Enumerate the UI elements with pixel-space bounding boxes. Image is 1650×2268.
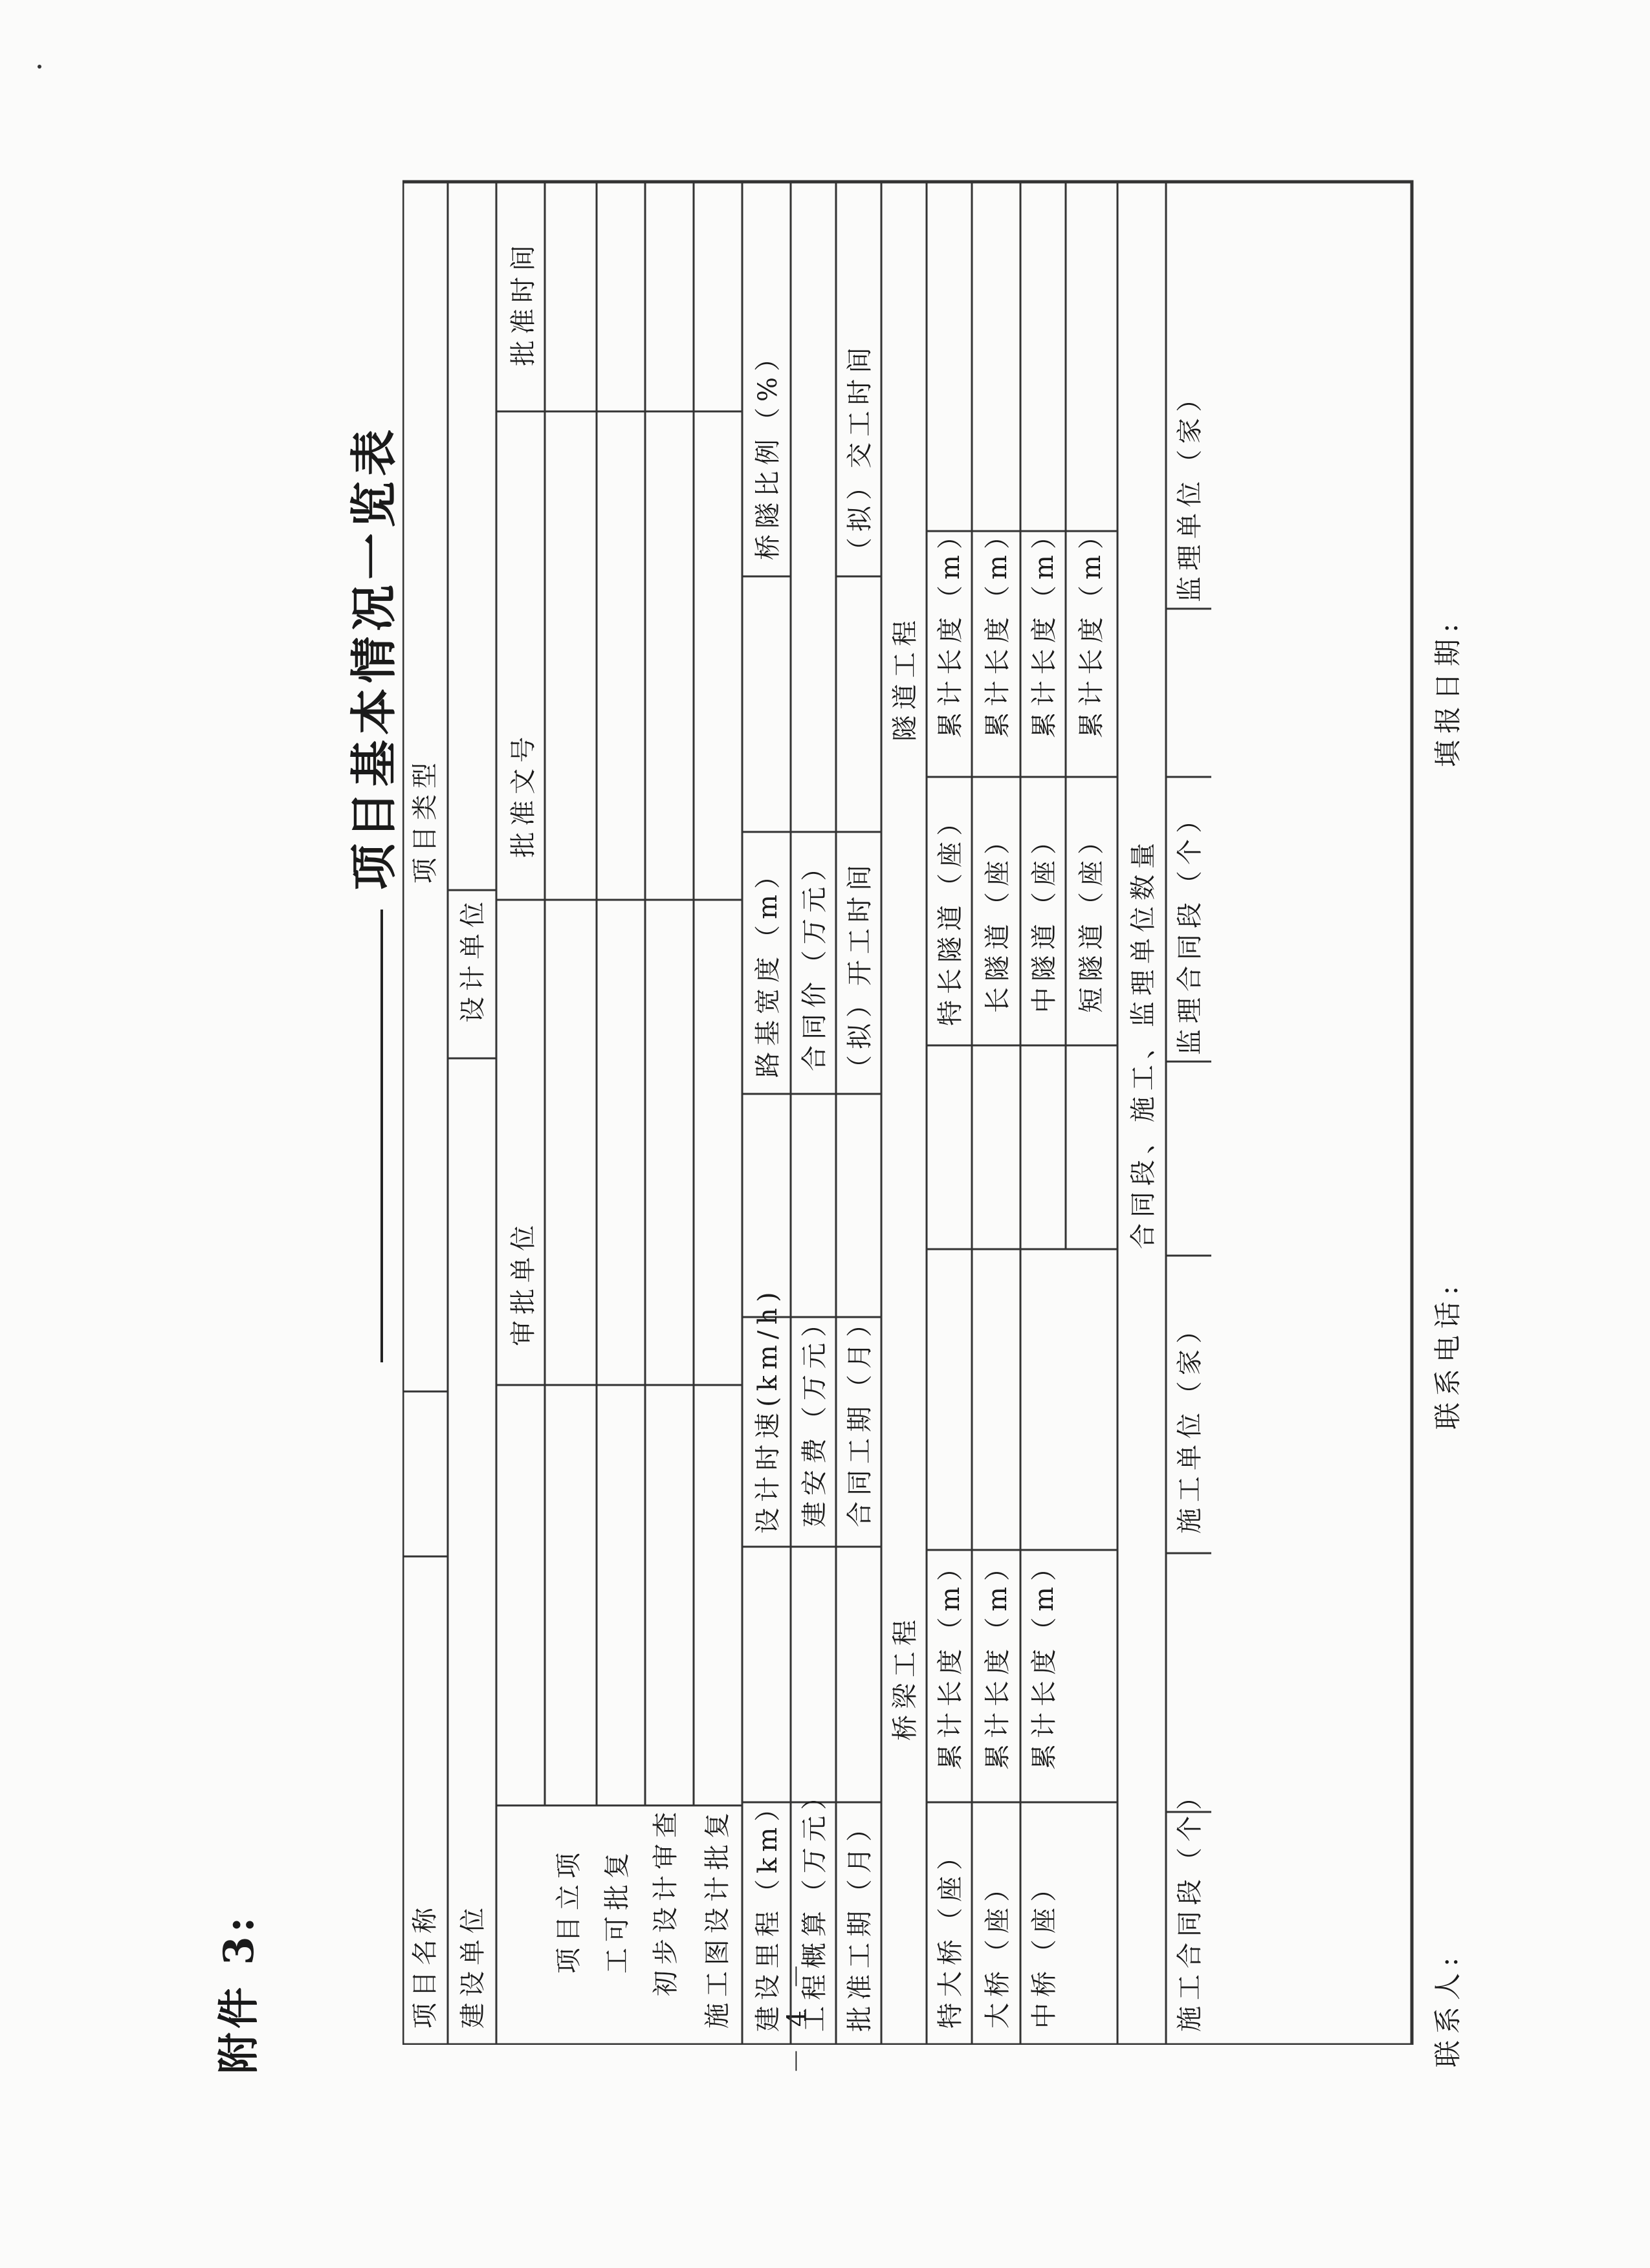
approval-item-feasibility: 工可批复	[602, 1847, 632, 1974]
section-bridge: 桥梁工程	[890, 1614, 920, 1741]
bridge-length-1: 累计长度（m）	[936, 1549, 965, 1770]
label-project-type: 项目类型	[410, 757, 440, 884]
label-large-bridge: 大桥（座）	[983, 1870, 1013, 2029]
scan-speck	[38, 65, 41, 69]
bridge-length-3: 累计长度（m）	[1029, 1549, 1059, 1770]
label-medium-tunnel: 中隧道（座）	[1029, 823, 1059, 1013]
project-info-table	[402, 169, 1425, 2045]
label-budget: 工程概算（万元）	[800, 1778, 830, 2032]
section-tunnel: 隧道工程	[890, 615, 920, 741]
label-long-tunnel: 长隧道（座）	[983, 823, 1013, 1013]
bridge-length-2: 累计长度（m）	[983, 1549, 1013, 1770]
approval-item-construction-drawing: 施工图设计批复	[703, 1807, 732, 2029]
label-supervision-sections: 监理合同段（个）	[1175, 801, 1205, 1055]
contact-phone-label: 联系电话:	[1432, 1279, 1464, 1430]
label-super-large-bridge: 特大桥（座）	[936, 1838, 965, 2029]
approval-item-project-initiation: 项目立项	[554, 1847, 584, 1974]
label-approved-period: 批准工期（月）	[845, 1810, 875, 2032]
label-contract-price: 合同价（万元）	[800, 849, 830, 1071]
approval-item-preliminary-design: 初步设计审查	[651, 1806, 681, 1996]
label-construction-sections: 施工合同段（个）	[1175, 1778, 1205, 2032]
label-design-speed: 设计时速(km/h)	[753, 1286, 783, 1534]
tunnel-length-3: 累计长度（m）	[1029, 518, 1059, 738]
label-build-unit: 建设单位	[458, 1902, 488, 2029]
label-design-unit: 设计单位	[458, 896, 488, 1023]
label-short-tunnel: 短隧道（座）	[1077, 823, 1106, 1013]
label-mileage: 建设里程（km）	[753, 1789, 783, 2032]
label-roadbed-width: 路基宽度（m）	[753, 857, 783, 1078]
header-approval-doc-no: 批准文号	[509, 731, 538, 858]
label-bridge-tunnel-ratio: 桥隧比例（%）	[753, 339, 783, 560]
title-underline-blank	[380, 910, 383, 1362]
header-approval-time: 批准时间	[509, 239, 538, 366]
label-project-name: 项目名称	[410, 1902, 440, 2029]
label-handover-time: （拟）交工时间	[845, 342, 875, 563]
attachment-label: 附件 3:	[215, 1913, 263, 2074]
label-medium-bridge: 中桥（座）	[1029, 1870, 1059, 2029]
label-construction-units: 施工单位（家）	[1175, 1312, 1205, 1534]
report-date-label: 填报日期:	[1432, 616, 1464, 767]
header-review-unit: 审批单位	[509, 1219, 538, 1346]
page-title: 项目基本情况一览表	[346, 424, 401, 890]
contact-person-label: 联系人:	[1432, 1950, 1464, 2067]
label-start-time: （拟）开工时间	[845, 859, 875, 1081]
page-number: － 4 －	[782, 1957, 812, 2074]
label-extra-long-tunnel: 特长隧道（座）	[936, 804, 965, 1026]
label-installation-cost: 建安费（万元）	[800, 1305, 830, 1527]
tunnel-length-4: 累计长度（m）	[1077, 518, 1106, 738]
label-supervision-units: 监理单位（家）	[1175, 380, 1205, 602]
contract-section-title: 合同段、施工、监理单位数量	[1128, 837, 1158, 1249]
label-contract-period: 合同工期（月）	[845, 1305, 875, 1527]
tunnel-length-1: 累计长度（m）	[936, 518, 965, 738]
tunnel-length-2: 累计长度（m）	[983, 518, 1013, 738]
